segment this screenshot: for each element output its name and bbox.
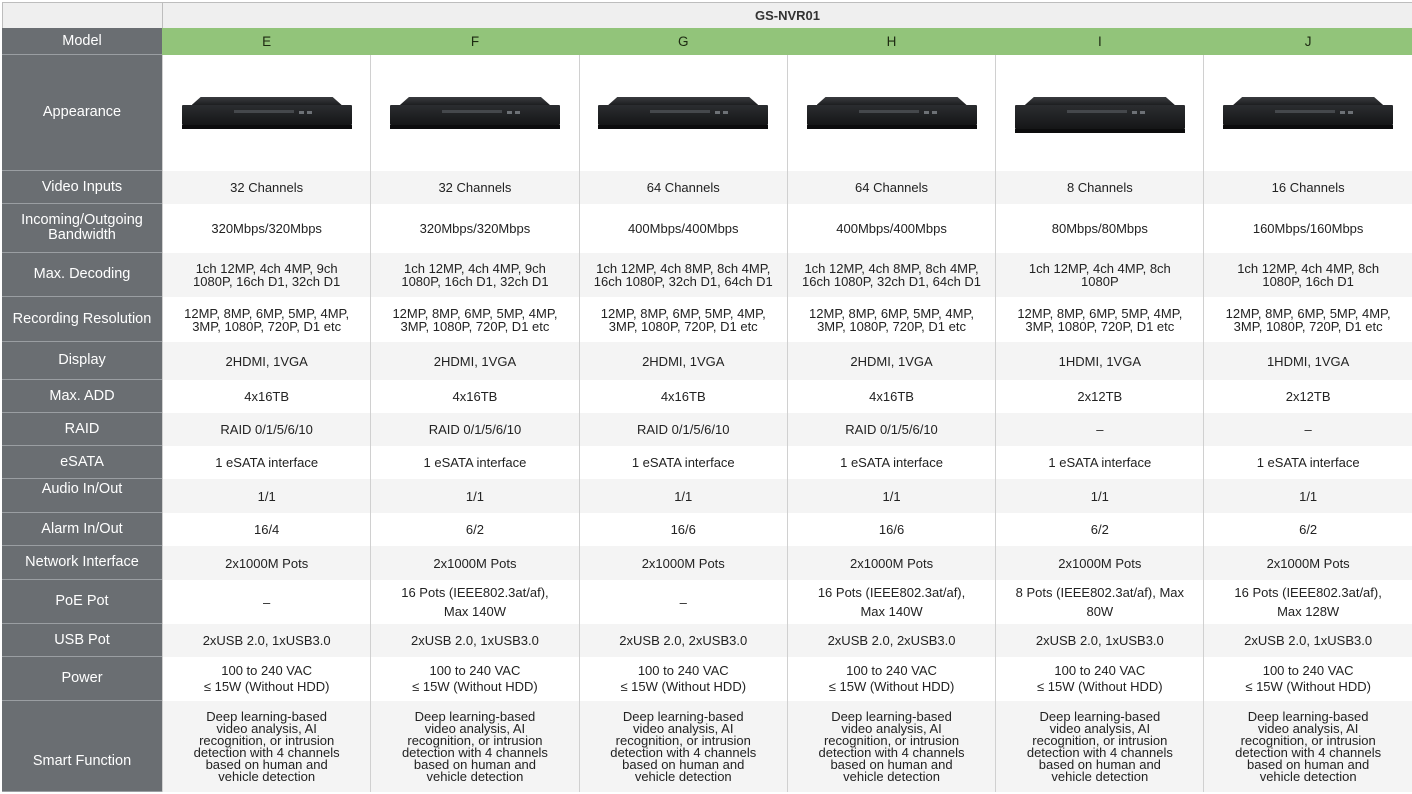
display-i: 1HDMI, 1VGA [995,342,1203,380]
recording-f: 12MP, 8MP, 6MP, 5MP, 4MP, 3MP, 1080P, 720P, D1 etc [370,297,578,342]
audio-i: 1/1 [995,479,1203,513]
video-inputs-j: 16 Channels [1203,171,1411,204]
video-inputs-g: 64 Channels [579,171,787,204]
video-inputs-h: 64 Channels [787,171,995,204]
usb-f: 2xUSB 2.0, 1xUSB3.0 [370,624,578,657]
model-j: J [1203,28,1411,55]
network-i: 2x1000M Pots [995,546,1203,580]
power-g: 100 to 240 VAC ≤ 15W (Without HDD) [579,657,787,701]
max-add-i: 2x12TB [995,380,1203,413]
esata-f: 1 eSATA interface [370,446,578,479]
appearance-g [579,55,787,171]
display-f: 2HDMI, 1VGA [370,342,578,380]
decoding-f: 1ch 12MP, 4ch 4MP, 9ch 1080P, 16ch D1, 32ch D1 [370,253,578,297]
row-usb [2,624,1412,657]
poe-h: 16 Pots (IEEE802.3at/af), Max 140W [787,580,995,624]
nvr-device-icon [1015,97,1185,129]
row-label-network: Network Interface [2,546,162,580]
row-smart [2,701,1412,792]
recording-j: 12MP, 8MP, 6MP, 5MP, 4MP, 3MP, 1080P, 720P, D1 etc [1203,297,1411,342]
display-e: 2HDMI, 1VGA [162,342,370,380]
display-g: 2HDMI, 1VGA [579,342,787,380]
recording-g: 12MP, 8MP, 6MP, 5MP, 4MP, 3MP, 1080P, 720P, D1 etc [579,297,787,342]
power-i: 100 to 240 VAC ≤ 15W (Without HDD) [995,657,1203,701]
nvr-device-icon [390,97,560,129]
model-f: F [370,28,578,55]
raid-e: RAID 0/1/5/6/10 [162,413,370,446]
poe-f: 16 Pots (IEEE802.3at/af), Max 140W [370,580,578,624]
model-g: G [579,28,787,55]
max-add-e: 4x16TB [162,380,370,413]
network-j: 2x1000M Pots [1203,546,1411,580]
max-add-h: 4x16TB [787,380,995,413]
power-e: 100 to 240 VAC ≤ 15W (Without HDD) [162,657,370,701]
row-raid [2,413,1412,446]
row-max-add [2,380,1412,413]
audio-e: 1/1 [162,479,370,513]
row-decoding [2,253,1412,297]
appearance-f [370,55,578,171]
nvr-device-icon [1223,97,1393,129]
poe-j: 16 Pots (IEEE802.3at/af), Max 128W [1203,580,1411,624]
appearance-h [787,55,995,171]
alarm-h: 16/6 [787,513,995,546]
smart-j: Deep learning-based video analysis, AI recognition, or intrusion detection with 4 channels based on human and vehicle detection [1203,701,1411,792]
network-h: 2x1000M Pots [787,546,995,580]
poe-e: – [162,580,370,624]
decoding-i: 1ch 12MP, 4ch 4MP, 8ch 1080P [995,253,1203,297]
corner-cell [2,2,162,28]
network-f: 2x1000M Pots [370,546,578,580]
smart-g: Deep learning-based video analysis, AI recognition, or intrusion detection with 4 channels based on human and vehicle detection [579,701,787,792]
row-label-alarm: Alarm In/Out [2,513,162,546]
network-e: 2x1000M Pots [162,546,370,580]
row-label-recording: Recording Resolution [2,297,162,342]
usb-i: 2xUSB 2.0, 1xUSB3.0 [995,624,1203,657]
model-i: I [995,28,1203,55]
row-label-appearance: Appearance [2,55,162,171]
usb-e: 2xUSB 2.0, 1xUSB3.0 [162,624,370,657]
row-appearance [2,55,1412,171]
alarm-i: 6/2 [995,513,1203,546]
decoding-e: 1ch 12MP, 4ch 4MP, 9ch 1080P, 16ch D1, 32ch D1 [162,253,370,297]
smart-f: Deep learning-based video analysis, AI recognition, or intrusion detection with 4 channels based on human and vehicle detection [370,701,578,792]
row-label-bandwidth: Incoming/Outgoing Bandwidth [2,204,162,253]
row-network [2,546,1412,580]
display-j: 1HDMI, 1VGA [1203,342,1411,380]
alarm-e: 16/4 [162,513,370,546]
row-label-decoding: Max. Decoding [2,253,162,297]
decoding-g: 1ch 12MP, 4ch 8MP, 8ch 4MP, 16ch 1080P, 32ch D1, 64ch D1 [579,253,787,297]
smart-e: Deep learning-based video analysis, AI recognition, or intrusion detection with 4 channels based on human and vehicle detection [162,701,370,792]
esata-e: 1 eSATA interface [162,446,370,479]
appearance-e [162,55,370,171]
row-label-smart: Smart Function [2,701,162,792]
alarm-f: 6/2 [370,513,578,546]
recording-h: 12MP, 8MP, 6MP, 5MP, 4MP, 3MP, 1080P, 720P, D1 etc [787,297,995,342]
raid-f: RAID 0/1/5/6/10 [370,413,578,446]
recording-i: 12MP, 8MP, 6MP, 5MP, 4MP, 3MP, 1080P, 720P, D1 etc [995,297,1203,342]
bandwidth-f: 320Mbps/320Mbps [370,204,578,253]
row-label-power: Power [2,657,162,701]
usb-j: 2xUSB 2.0, 1xUSB3.0 [1203,624,1411,657]
row-label-usb: USB Pot [2,624,162,657]
row-label-raid: RAID [2,413,162,446]
row-power [2,657,1412,701]
audio-f: 1/1 [370,479,578,513]
smart-h: Deep learning-based video analysis, AI recognition, or intrusion detection with 4 channels based on human and vehicle detection [787,701,995,792]
usb-g: 2xUSB 2.0, 2xUSB3.0 [579,624,787,657]
audio-j: 1/1 [1203,479,1411,513]
row-model [2,28,1412,55]
power-h: 100 to 240 VAC ≤ 15W (Without HDD) [787,657,995,701]
esata-j: 1 eSATA interface [1203,446,1411,479]
row-bandwidth [2,204,1412,253]
alarm-j: 6/2 [1203,513,1411,546]
max-add-f: 4x16TB [370,380,578,413]
max-add-g: 4x16TB [579,380,787,413]
bandwidth-e: 320Mbps/320Mbps [162,204,370,253]
row-poe [2,580,1412,624]
power-f: 100 to 240 VAC ≤ 15W (Without HDD) [370,657,578,701]
model-h: H [787,28,995,55]
bandwidth-g: 400Mbps/400Mbps [579,204,787,253]
row-alarm [2,513,1412,546]
nvr-device-icon [807,97,977,129]
row-label-video-inputs: Video Inputs [2,171,162,204]
audio-h: 1/1 [787,479,995,513]
row-esata [2,446,1412,479]
row-label-model: Model [2,28,162,55]
nvr-device-icon [598,97,768,129]
video-inputs-i: 8 Channels [995,171,1203,204]
poe-i: 8 Pots (IEEE802.3at/af), Max 80W [995,580,1203,624]
decoding-h: 1ch 12MP, 4ch 8MP, 8ch 4MP, 16ch 1080P, 32ch D1, 64ch D1 [787,253,995,297]
max-add-j: 2x12TB [1203,380,1411,413]
power-j: 100 to 240 VAC ≤ 15W (Without HDD) [1203,657,1411,701]
alarm-g: 16/6 [579,513,787,546]
decoding-j: 1ch 12MP, 4ch 4MP, 8ch 1080P, 16ch D1 [1203,253,1411,297]
model-e: E [162,28,370,55]
appearance-i [995,55,1203,171]
bandwidth-j: 160Mbps/160Mbps [1203,204,1411,253]
esata-i: 1 eSATA interface [995,446,1203,479]
raid-h: RAID 0/1/5/6/10 [787,413,995,446]
raid-i: – [995,413,1203,446]
row-label-audio: Audio In/Out [2,479,162,513]
row-display [2,342,1412,380]
nvr-device-icon [182,97,352,129]
usb-h: 2xUSB 2.0, 2xUSB3.0 [787,624,995,657]
esata-g: 1 eSATA interface [579,446,787,479]
video-inputs-e: 32 Channels [162,171,370,204]
audio-g: 1/1 [579,479,787,513]
recording-e: 12MP, 8MP, 6MP, 5MP, 4MP, 3MP, 1080P, 720P, D1 etc [162,297,370,342]
smart-i: Deep learning-based video analysis, AI recognition, or intrusion detection with 4 channels based on human and vehicle detection [995,701,1203,792]
row-audio [2,479,1412,513]
row-label-esata: eSATA [2,446,162,479]
row-label-poe: PoE Pot [2,580,162,624]
table-title: GS-NVR01 [162,2,1412,28]
row-recording [2,297,1412,342]
video-inputs-f: 32 Channels [370,171,578,204]
row-label-display: Display [2,342,162,380]
poe-g: – [579,580,787,624]
row-label-max-add: Max. ADD [2,380,162,413]
esata-h: 1 eSATA interface [787,446,995,479]
display-h: 2HDMI, 1VGA [787,342,995,380]
raid-g: RAID 0/1/5/6/10 [579,413,787,446]
appearance-j [1203,55,1411,171]
bandwidth-h: 400Mbps/400Mbps [787,204,995,253]
raid-j: – [1203,413,1411,446]
network-g: 2x1000M Pots [579,546,787,580]
bandwidth-i: 80Mbps/80Mbps [995,204,1203,253]
row-video-inputs [2,171,1412,204]
